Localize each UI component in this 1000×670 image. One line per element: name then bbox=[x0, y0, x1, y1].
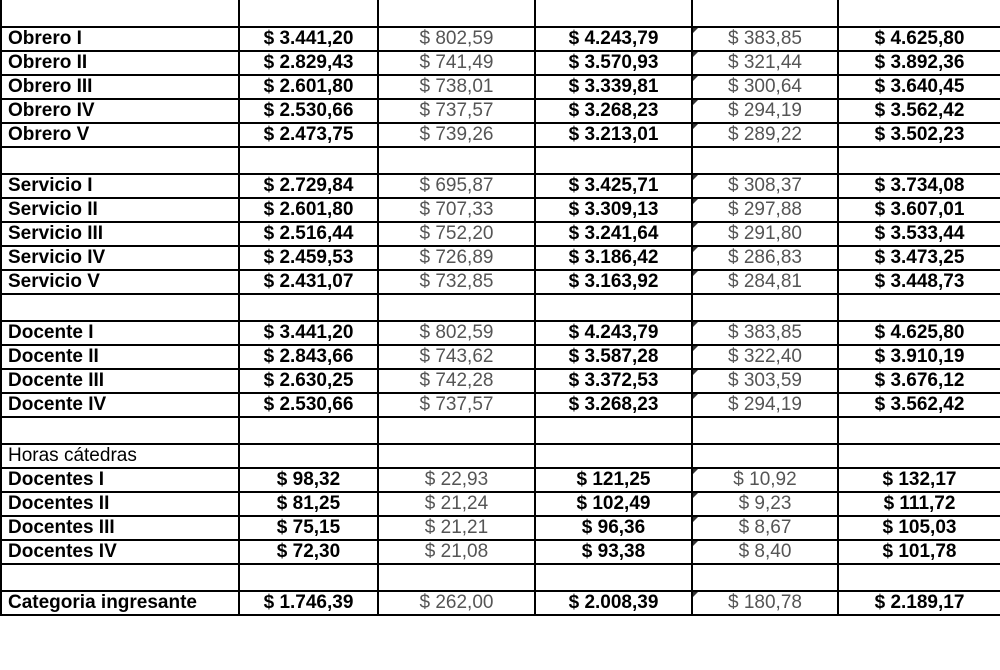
table-row bbox=[1, 516, 1000, 540]
spacer-cell bbox=[838, 417, 1000, 444]
table-row bbox=[1, 27, 1000, 51]
cell-value: $ 294,19 bbox=[692, 393, 838, 417]
table-row bbox=[1, 75, 1000, 99]
row-label: Docente III bbox=[1, 369, 239, 393]
cell-value: $ 732,85 bbox=[378, 270, 535, 294]
row-label: Docente II bbox=[1, 345, 239, 369]
cell-value: $ 289,22 bbox=[692, 123, 838, 147]
spacer-cell bbox=[535, 294, 692, 321]
cell-value: $ 2.530,66 bbox=[239, 99, 378, 123]
spacer-cell bbox=[1, 417, 239, 444]
row-label: Docentes I bbox=[1, 468, 239, 492]
cell-value: $ 10,92 bbox=[692, 468, 838, 492]
cell-value: $ 739,26 bbox=[378, 123, 535, 147]
cell-value: $ 3.448,73 bbox=[838, 270, 1000, 294]
row-label: Obrero II bbox=[1, 51, 239, 75]
header-cell bbox=[692, 0, 838, 27]
cell-value: $ 695,87 bbox=[378, 174, 535, 198]
empty-cell bbox=[239, 444, 378, 468]
cell-value: $ 21,24 bbox=[378, 492, 535, 516]
cell-value: $ 3.473,25 bbox=[838, 246, 1000, 270]
cell-value: $ 2.843,66 bbox=[239, 345, 378, 369]
cell-value: $ 737,57 bbox=[378, 99, 535, 123]
cell-value: $ 72,30 bbox=[239, 540, 378, 564]
cell-value: $ 3.268,23 bbox=[535, 393, 692, 417]
cell-value: $ 101,78 bbox=[838, 540, 1000, 564]
row-label: Servicio I bbox=[1, 174, 239, 198]
cell-value: $ 383,85 bbox=[692, 27, 838, 51]
cell-value: $ 22,93 bbox=[378, 468, 535, 492]
row-label: Obrero IV bbox=[1, 99, 239, 123]
cell-value: $ 3.309,13 bbox=[535, 198, 692, 222]
cell-value: $ 2.729,84 bbox=[239, 174, 378, 198]
cell-value: $ 286,83 bbox=[692, 246, 838, 270]
table-row bbox=[1, 270, 1000, 294]
row-label: Obrero V bbox=[1, 123, 239, 147]
cell-value: $ 297,88 bbox=[692, 198, 838, 222]
cell-value: $ 96,36 bbox=[535, 516, 692, 540]
cell-value: $ 294,19 bbox=[692, 99, 838, 123]
cell-value: $ 2.601,80 bbox=[239, 198, 378, 222]
cell-value: $ 3.562,42 bbox=[838, 393, 1000, 417]
cell-value: $ 726,89 bbox=[378, 246, 535, 270]
row-label: Docentes III bbox=[1, 516, 239, 540]
cell-value: $ 3.441,20 bbox=[239, 321, 378, 345]
table-row bbox=[1, 345, 1000, 369]
cell-value: $ 75,15 bbox=[239, 516, 378, 540]
empty-cell bbox=[838, 444, 1000, 468]
cell-value: $ 2.601,80 bbox=[239, 75, 378, 99]
table-row bbox=[1, 393, 1000, 417]
cell-value: $ 742,28 bbox=[378, 369, 535, 393]
table-row bbox=[1, 540, 1000, 564]
cell-value: $ 3.372,53 bbox=[535, 369, 692, 393]
cell-value: $ 737,57 bbox=[378, 393, 535, 417]
cell-value: $ 3.570,93 bbox=[535, 51, 692, 75]
empty-cell bbox=[378, 444, 535, 468]
spacer-cell bbox=[535, 417, 692, 444]
spacer-row bbox=[1, 417, 1000, 444]
cell-value: $ 707,33 bbox=[378, 198, 535, 222]
section-title-row bbox=[1, 444, 1000, 468]
cell-value: $ 105,03 bbox=[838, 516, 1000, 540]
cell-value: $ 3.892,36 bbox=[838, 51, 1000, 75]
spacer-row bbox=[1, 564, 1000, 591]
cell-value: $ 3.213,01 bbox=[535, 123, 692, 147]
spacer-row bbox=[1, 147, 1000, 174]
cell-value: $ 8,67 bbox=[692, 516, 838, 540]
cell-value: $ 300,64 bbox=[692, 75, 838, 99]
spacer-cell bbox=[239, 147, 378, 174]
section-title: Horas cátedras bbox=[1, 444, 239, 468]
cell-value: $ 3.339,81 bbox=[535, 75, 692, 99]
row-label: Docentes II bbox=[1, 492, 239, 516]
cell-value: $ 3.425,71 bbox=[535, 174, 692, 198]
cell-value: $ 741,49 bbox=[378, 51, 535, 75]
cell-value: $ 3.186,42 bbox=[535, 246, 692, 270]
cell-value: $ 743,62 bbox=[378, 345, 535, 369]
header-cell bbox=[535, 0, 692, 27]
cell-value: $ 3.533,44 bbox=[838, 222, 1000, 246]
table-body bbox=[1, 0, 1000, 615]
header-row bbox=[1, 0, 1000, 27]
header-cell bbox=[1, 0, 239, 27]
row-label: Servicio V bbox=[1, 270, 239, 294]
cell-value: $ 121,25 bbox=[535, 468, 692, 492]
cell-value: $ 180,78 bbox=[692, 591, 838, 615]
cell-value: $ 9,23 bbox=[692, 492, 838, 516]
row-label: Servicio III bbox=[1, 222, 239, 246]
cell-value: $ 3.587,28 bbox=[535, 345, 692, 369]
cell-value: $ 3.441,20 bbox=[239, 27, 378, 51]
table-row bbox=[1, 198, 1000, 222]
cell-value: $ 2.431,07 bbox=[239, 270, 378, 294]
cell-value: $ 132,17 bbox=[838, 468, 1000, 492]
cell-value: $ 3.241,64 bbox=[535, 222, 692, 246]
spacer-cell bbox=[239, 294, 378, 321]
spacer-cell bbox=[378, 564, 535, 591]
cell-value: $ 3.268,23 bbox=[535, 99, 692, 123]
cell-value: $ 262,00 bbox=[378, 591, 535, 615]
table-row bbox=[1, 492, 1000, 516]
cell-value: $ 93,38 bbox=[535, 540, 692, 564]
spacer-cell bbox=[692, 564, 838, 591]
spacer-cell bbox=[692, 294, 838, 321]
cell-value: $ 291,80 bbox=[692, 222, 838, 246]
table-row bbox=[1, 246, 1000, 270]
header-cell bbox=[378, 0, 535, 27]
row-label: Docentes IV bbox=[1, 540, 239, 564]
row-label: Servicio IV bbox=[1, 246, 239, 270]
spacer-cell bbox=[239, 417, 378, 444]
cell-value: $ 802,59 bbox=[378, 321, 535, 345]
spacer-cell bbox=[535, 147, 692, 174]
cell-value: $ 284,81 bbox=[692, 270, 838, 294]
cell-value: $ 2.459,53 bbox=[239, 246, 378, 270]
spacer-row bbox=[1, 294, 1000, 321]
cell-value: $ 752,20 bbox=[378, 222, 535, 246]
cell-value: $ 2.473,75 bbox=[239, 123, 378, 147]
cell-value: $ 4.625,80 bbox=[838, 321, 1000, 345]
cell-value: $ 1.746,39 bbox=[239, 591, 378, 615]
table-row bbox=[1, 369, 1000, 393]
cell-value: $ 2.630,25 bbox=[239, 369, 378, 393]
cell-value: $ 4.625,80 bbox=[838, 27, 1000, 51]
spacer-cell bbox=[838, 564, 1000, 591]
table-row bbox=[1, 174, 1000, 198]
spacer-cell bbox=[1, 147, 239, 174]
table-row bbox=[1, 51, 1000, 75]
cell-value: $ 4.243,79 bbox=[535, 27, 692, 51]
cell-value: $ 308,37 bbox=[692, 174, 838, 198]
row-label: Servicio II bbox=[1, 198, 239, 222]
cell-value: $ 98,32 bbox=[239, 468, 378, 492]
spacer-cell bbox=[239, 564, 378, 591]
cell-value: $ 383,85 bbox=[692, 321, 838, 345]
spacer-cell bbox=[692, 417, 838, 444]
table-row bbox=[1, 123, 1000, 147]
table-row bbox=[1, 321, 1000, 345]
table-row bbox=[1, 468, 1000, 492]
cell-value: $ 738,01 bbox=[378, 75, 535, 99]
spacer-cell bbox=[378, 294, 535, 321]
spacer-cell bbox=[378, 147, 535, 174]
table-row bbox=[1, 99, 1000, 123]
cell-value: $ 3.163,92 bbox=[535, 270, 692, 294]
spacer-cell bbox=[378, 417, 535, 444]
cell-value: $ 102,49 bbox=[535, 492, 692, 516]
row-label: Docente I bbox=[1, 321, 239, 345]
cell-value: $ 321,44 bbox=[692, 51, 838, 75]
cell-value: $ 3.640,45 bbox=[838, 75, 1000, 99]
cell-value: $ 2.829,43 bbox=[239, 51, 378, 75]
cell-value: $ 21,08 bbox=[378, 540, 535, 564]
cell-value: $ 81,25 bbox=[239, 492, 378, 516]
cell-value: $ 2.189,17 bbox=[838, 591, 1000, 615]
cell-value: $ 3.910,19 bbox=[838, 345, 1000, 369]
row-label: Categoria ingresante bbox=[1, 591, 239, 615]
cell-value: $ 3.562,42 bbox=[838, 99, 1000, 123]
empty-cell bbox=[535, 444, 692, 468]
cell-value: $ 802,59 bbox=[378, 27, 535, 51]
row-label: Docente IV bbox=[1, 393, 239, 417]
row-label: Obrero III bbox=[1, 75, 239, 99]
cell-value: $ 111,72 bbox=[838, 492, 1000, 516]
cell-value: $ 2.516,44 bbox=[239, 222, 378, 246]
cell-value: $ 322,40 bbox=[692, 345, 838, 369]
cell-value: $ 8,40 bbox=[692, 540, 838, 564]
cell-value: $ 3.676,12 bbox=[838, 369, 1000, 393]
spacer-cell bbox=[1, 294, 239, 321]
cell-value: $ 3.734,08 bbox=[838, 174, 1000, 198]
cell-value: $ 303,59 bbox=[692, 369, 838, 393]
spacer-cell bbox=[535, 564, 692, 591]
spacer-cell bbox=[1, 564, 239, 591]
spacer-cell bbox=[692, 147, 838, 174]
header-cell bbox=[838, 0, 1000, 27]
spacer-cell bbox=[838, 147, 1000, 174]
cell-value: $ 21,21 bbox=[378, 516, 535, 540]
cell-value: $ 4.243,79 bbox=[535, 321, 692, 345]
cell-value: $ 3.502,23 bbox=[838, 123, 1000, 147]
cell-value: $ 3.607,01 bbox=[838, 198, 1000, 222]
empty-cell bbox=[692, 444, 838, 468]
table-row bbox=[1, 222, 1000, 246]
row-label: Obrero I bbox=[1, 27, 239, 51]
cell-value: $ 2.530,66 bbox=[239, 393, 378, 417]
cell-value: $ 2.008,39 bbox=[535, 591, 692, 615]
table-row bbox=[1, 591, 1000, 615]
spacer-cell bbox=[838, 294, 1000, 321]
header-cell bbox=[239, 0, 378, 27]
